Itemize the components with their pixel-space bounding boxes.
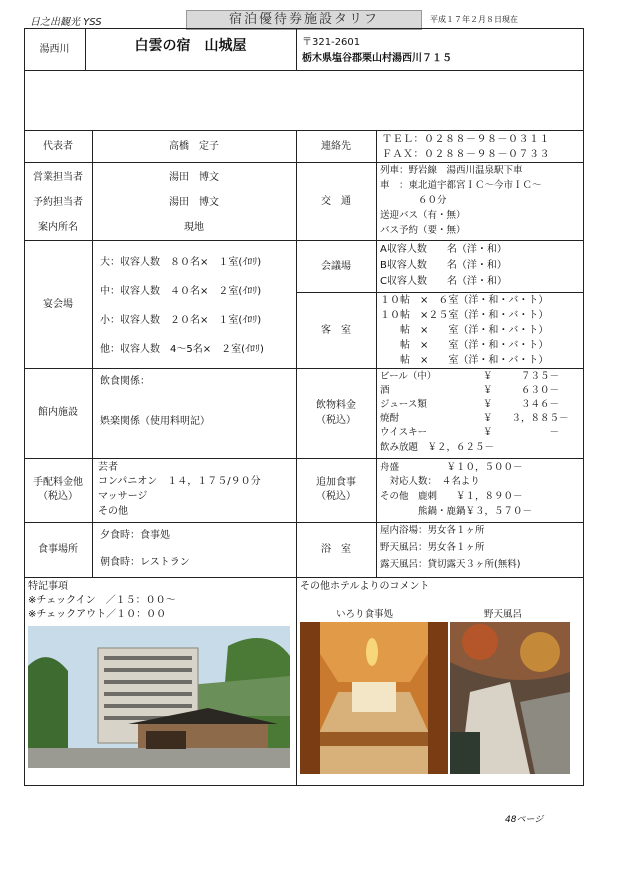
room-row: １０帖 × ６室（洋・和・バ・ト） [380, 295, 549, 306]
extra-food-line: 対応人数： ４名より [380, 476, 480, 487]
banquet-row: 小：収容人数 ２０名× １室(ｲﾛﾘ) [100, 315, 262, 326]
drink-name: ウイスキー [380, 427, 428, 438]
access-line: 送迎バス（有・無） [380, 210, 466, 221]
banquet-row: 中：収容人数 ４０名× ２室(ｲﾛﾘ) [100, 286, 262, 297]
drink-name: 酒 [380, 385, 390, 396]
meal-place-label: 食事場所 [38, 544, 78, 555]
drink-all-you-can: 飲み放題 ￥２，６２５－ [380, 442, 495, 453]
drink-price: ￥ ３４６－ [483, 399, 560, 410]
banquet-label: 宴会場 [43, 299, 73, 310]
room-row: 帖 × 室（洋・和・バ・ト） [380, 340, 549, 351]
meeting-row: B収容人数 名（洋・和） [380, 260, 507, 271]
rooms-label: 客 室 [321, 325, 351, 336]
irori-dining-photo [300, 622, 448, 774]
fax-number: ＦＡＸ：０２８８－９８－０７３３ [382, 149, 550, 160]
tel-number: ＴＥＬ：０２８８－９８－０３１１ [382, 134, 550, 145]
sales-label: 営業担当者 [33, 172, 83, 183]
outdoor-bath-photo [450, 622, 570, 774]
reserve-label: 予約担当者 [33, 197, 83, 208]
meeting-row: C収容人数 名（洋・和） [380, 276, 507, 287]
postal-code: 〒321-2601 [302, 37, 361, 48]
photo-caption-outdoor-bath: 野天風呂 [484, 609, 523, 620]
drink-price: ￥ － [483, 427, 560, 438]
performer-line: コンパニオン １４，１７５/９０分 [98, 476, 261, 487]
performer-line: マッサージ [98, 491, 148, 502]
room-row: １０帖 ×２５室（洋・和・バ・ト） [380, 310, 549, 321]
access-line: バス予約（要・無） [380, 225, 466, 236]
drink-price: ￥ ７３５－ [483, 371, 560, 382]
extra-food-line: その他 鹿刺 ￥１，８９０－ [380, 491, 523, 502]
guide-office: 現地 [184, 222, 204, 233]
notes-label: 特記事項 [28, 581, 68, 592]
banquet-row: 他：収容人数 4～5名× ２室(ｲﾛﾘ) [100, 344, 264, 355]
dining-facilities: 飲食関係： [100, 376, 150, 387]
extra-food-line: 舟盛 ￥１０，５００－ [380, 462, 523, 473]
checkout-time: ※チェックアウト／１０：００ [28, 609, 167, 620]
company-name: 日之出観光 YSS [30, 17, 102, 28]
drink-price: ￥ ６３０－ [483, 385, 560, 396]
guide-label: 案内所名 [38, 222, 78, 233]
bath-line: 屋内浴場：男女各１ヶ所 [380, 525, 485, 536]
performers-label: 手配料金他 [33, 477, 83, 488]
access-line: ６０分 [380, 195, 447, 206]
performer-line: その他 [98, 506, 128, 517]
photo-caption-irori: いろり食事処 [336, 609, 394, 620]
page-number: 48ページ [505, 815, 544, 825]
inhouse-label: 館内施設 [38, 407, 78, 418]
area-label: 湯西川 [39, 44, 70, 55]
facility-address: 栃木県塩谷郡栗山村湯西川７１５ [302, 53, 452, 64]
reserve-staff: 湯田 博文 [169, 197, 219, 208]
bath-label: 浴 室 [321, 544, 351, 555]
hotel-building-photo [28, 626, 290, 768]
contact-label: 連絡先 [321, 141, 351, 152]
drinks-tax-label: （税込） [316, 415, 356, 426]
performers-tax-label: （税込） [38, 491, 78, 502]
document-date: 平成１７年２月８日現在 [430, 15, 518, 24]
checkin-time: ※チェックイン ／１５：００～ [28, 595, 176, 606]
banquet-row: 大：収容人数 ８０名× １室(ｲﾛﾘ) [100, 257, 262, 268]
extra-food-tax-label: （税込） [316, 491, 356, 502]
access-line: 列車：野岩線 湯西川温泉駅下車 [380, 165, 523, 176]
rep-name: 高橋 定子 [169, 141, 219, 152]
rep-label: 代表者 [43, 141, 73, 152]
performer-line: 芸者 [98, 462, 118, 473]
extra-food-line: 熊鍋・鹿鍋￥３，５７０－ [380, 506, 533, 517]
comments-label: その他ホテルよりのコメント [300, 581, 430, 592]
breakfast-place: 朝食時：レストラン [100, 557, 190, 568]
room-row: 帖 × 室（洋・和・バ・ト） [380, 355, 549, 366]
entertainment-facilities: 娯楽関係（使用料明記） [100, 416, 210, 427]
access-label: 交 通 [321, 196, 351, 207]
bath-line: 野天風呂：男女各１ヶ所 [380, 542, 485, 553]
sales-staff: 湯田 博文 [169, 172, 219, 183]
drink-name: 焼酎 [380, 413, 400, 424]
bath-line: 露天風呂：貸切露天３ヶ所(無料) [380, 559, 521, 570]
extra-food-label: 追加食事 [316, 477, 356, 488]
meeting-row: A収容人数 名（洋・和） [380, 244, 507, 255]
access-line: 車 ：東北道宇都宮ＩＣ～今市ＩＣ～ [380, 180, 542, 191]
drink-price: ￥ ３，８８５－ [483, 413, 569, 424]
drinks-label: 飲物料金 [316, 400, 356, 411]
meeting-label: 会議場 [321, 261, 351, 272]
document-title: 宿泊優待券施設タリフ [186, 10, 422, 30]
facility-name: 白雲の宿 山城屋 [134, 38, 247, 54]
dinner-place: 夕食時：食事処 [100, 530, 170, 541]
drink-name: ジュース類 [380, 399, 427, 410]
room-row: 帖 × 室（洋・和・バ・ト） [380, 325, 549, 336]
drink-name: ビール（中） [380, 371, 437, 382]
